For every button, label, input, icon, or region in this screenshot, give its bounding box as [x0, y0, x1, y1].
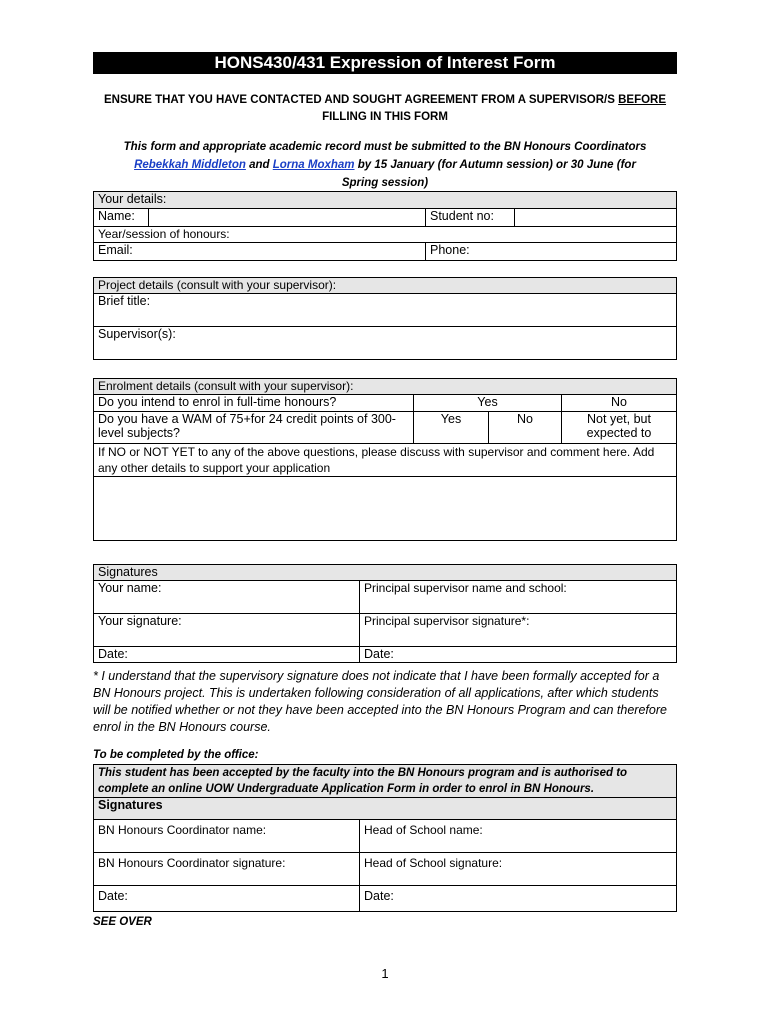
name-field[interactable] [149, 209, 426, 227]
principal-signature-field[interactable]: Principal supervisor signature*: [360, 614, 677, 647]
email-field[interactable]: Email: [94, 243, 426, 261]
brief-title-field[interactable]: Brief title: [94, 294, 677, 327]
comment-instructions: If NO or NOT YET to any of the above questions, please discuss with supervisor and comment here. Add any other details to support your application [94, 444, 677, 477]
wam-no-option[interactable]: No [489, 412, 562, 444]
fulltime-no-option[interactable]: No [562, 395, 677, 412]
year-session-field[interactable]: Year/session of honours: [94, 227, 677, 243]
signatures-heading: Signatures [94, 565, 677, 581]
project-details-heading: Project details (consult with your supervisor): [94, 278, 677, 294]
student-no-label: Student no: [426, 209, 515, 227]
supervisors-field[interactable]: Supervisor(s): [94, 327, 677, 360]
acceptance-statement: This student has been accepted by the faculty into the BN Honours program and is authorised to complete an online UOW Undergraduate Application Form in order to enrol in BN Honours. [94, 765, 677, 798]
supervisor-warning [93, 92, 677, 126]
principal-name-field[interactable]: Principal supervisor name and school: [360, 581, 677, 614]
wam-notyet-option[interactable]: Not yet, but expected to [562, 412, 677, 444]
warning-text: ENSURE THAT YOU HAVE CONTACTED AND SOUGHT AGREEMENT FROM A SUPERVISOR/S [103, 94, 619, 106]
project-details-table [93, 277, 677, 360]
intro-deadline: by 15 January (for Autumn session) or 30 June (for Spring session) [341, 159, 636, 189]
signatures-table [93, 564, 677, 663]
head-date-field[interactable]: Date: [360, 886, 677, 912]
wam-question: Do you have a WAM of 75+for 24 credit points of 300-level subjects? [94, 412, 414, 444]
student-no-field[interactable] [515, 209, 677, 227]
head-signature-field[interactable]: Head of School signature: [360, 853, 677, 886]
warning-text-2: FILLING IN THIS FORM [322, 111, 448, 123]
coordinator-date-field[interactable]: Date: [94, 886, 360, 912]
office-use-label: To be completed by the office: [93, 749, 259, 761]
enrolment-details-table [93, 378, 677, 541]
phone-field[interactable]: Phone: [426, 243, 677, 261]
your-details-heading: Your details: [94, 192, 677, 209]
coordinator-signature-field[interactable]: BN Honours Coordinator signature: [94, 853, 360, 886]
office-signatures-heading: Signatures [94, 798, 677, 820]
warning-before: BEFORE [618, 94, 667, 106]
student-date-field[interactable]: Date: [94, 647, 360, 663]
submission-instructions [120, 138, 650, 192]
coordinator-link-middleton[interactable]: Rebekkah Middleton [134, 159, 246, 171]
comment-field[interactable] [94, 477, 677, 541]
see-over: SEE OVER [93, 916, 152, 928]
your-signature-field[interactable]: Your signature: [94, 614, 360, 647]
head-name-field[interactable]: Head of School name: [360, 820, 677, 853]
office-table [93, 764, 677, 912]
coordinator-name-field[interactable]: BN Honours Coordinator name: [94, 820, 360, 853]
coordinator-link-moxham[interactable]: Lorna Moxham [272, 159, 355, 171]
enrolment-heading: Enrolment details (consult with your supervisor): [94, 379, 677, 395]
supervisor-date-field[interactable]: Date: [360, 647, 677, 663]
form-title: HONS430/431 Expression of Interest Form [93, 52, 677, 74]
name-label: Name: [94, 209, 149, 227]
intro-and: and [245, 159, 273, 171]
your-details-table [93, 191, 677, 261]
fulltime-question: Do you intend to enrol in full-time honours? [94, 395, 414, 412]
fulltime-yes-option[interactable]: Yes [414, 395, 562, 412]
acceptance-note: * I understand that the supervisory signature does not indicate that I have been formally accepted for a BN Honours project. This is undertaken following consideration of all applications, after which students will be notified whether or not they have been accepted into the BN Honours Program and can therefore enrol in the BN Honours course. [93, 669, 667, 734]
your-name-field[interactable]: Your name: [94, 581, 360, 614]
wam-yes-option[interactable]: Yes [414, 412, 489, 444]
page-number: 1 [381, 966, 389, 981]
intro-text: This form and appropriate academic record must be submitted to the BN Honours Coordinators [123, 141, 647, 153]
